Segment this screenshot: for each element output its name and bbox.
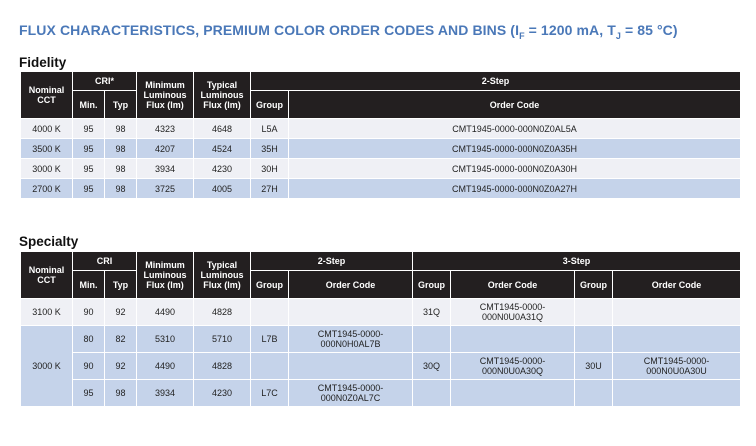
table-row <box>21 159 741 179</box>
table-row <box>21 139 741 159</box>
typ-flux-cell: 4828 <box>194 299 251 326</box>
table-row <box>21 299 741 326</box>
cri-typ-cell: 98 <box>105 159 137 179</box>
order-code-2-step-cell <box>289 299 413 326</box>
min-flux-cell: 4490 <box>137 299 194 326</box>
header-2-step: 2-Step <box>251 252 413 271</box>
header-cri-typ: Typ <box>105 91 137 119</box>
header-group: Group <box>251 91 289 119</box>
group-3-step-cell: 31Q <box>413 299 451 326</box>
group-3-step-cell <box>413 326 451 353</box>
header-3-step-group-b: Group <box>575 271 613 299</box>
table-row <box>21 326 741 353</box>
group-2-step-cell: L7B <box>251 326 289 353</box>
header-2-step-order-code: Order Code <box>289 271 413 299</box>
header-nominal-cct: Nominal CCT <box>21 252 73 299</box>
group-2-step-cell: L7C <box>251 380 289 407</box>
typ-flux-cell: 4648 <box>194 119 251 139</box>
header-2-step-group: Group <box>251 271 289 299</box>
group-cell: L5A <box>251 119 289 139</box>
header-3-step: 3-Step <box>413 252 741 271</box>
header-cri-min: Min. <box>73 91 105 119</box>
typ-flux-cell: 4230 <box>194 159 251 179</box>
cri-min-cell: 95 <box>73 179 105 199</box>
cri-typ-cell: 92 <box>105 353 137 380</box>
min-flux-cell: 3934 <box>137 380 194 407</box>
header-typ-flux: Typical Luminous Flux (lm) <box>194 252 251 299</box>
group-3-step-cell-b <box>575 326 613 353</box>
header-min-flux: Minimum Luminous Flux (lm) <box>137 72 194 119</box>
header-cri: CRI <box>73 252 137 271</box>
specialty-table <box>20 251 741 407</box>
order-code-2-step-cell: CMT1945-0000- 000N0H0AL7B <box>289 326 413 353</box>
cri-typ-cell: 98 <box>105 179 137 199</box>
cri-min-cell: 95 <box>73 380 105 407</box>
order-code-3-step-cell-b <box>613 326 741 353</box>
table-row <box>21 353 741 380</box>
header-cri-min: Min. <box>73 271 105 299</box>
table-row <box>21 380 741 407</box>
typ-flux-cell: 4524 <box>194 139 251 159</box>
typ-flux-cell: 5710 <box>194 326 251 353</box>
header-order-code: Order Code <box>289 91 741 119</box>
order-code-3-step-cell <box>451 326 575 353</box>
order-code-cell: CMT1945-0000-000N0Z0A27H <box>289 179 741 199</box>
header-typ-flux: Typical Luminous Flux (lm) <box>194 72 251 119</box>
order-code-3-step-cell-b <box>613 299 741 326</box>
cct-cell: 3000 K <box>21 159 73 179</box>
header-min-flux: Minimum Luminous Flux (lm) <box>137 252 194 299</box>
order-code-3-step-cell-b <box>613 380 741 407</box>
cri-min-cell: 90 <box>73 299 105 326</box>
order-code-cell: CMT1945-0000-000N0Z0A35H <box>289 139 741 159</box>
group-3-step-cell-b: 30U <box>575 353 613 380</box>
cri-typ-cell: 82 <box>105 326 137 353</box>
cct-cell: 3500 K <box>21 139 73 159</box>
cct-cell: 3000 K <box>21 326 73 407</box>
table-row <box>21 119 741 139</box>
group-cell: 27H <box>251 179 289 199</box>
order-code-3-step-cell: CMT1945-0000- 000N0U0A30Q <box>451 353 575 380</box>
specialty-heading: Specialty <box>19 234 79 249</box>
order-code-2-step-cell: CMT1945-0000- 000N0Z0AL7C <box>289 380 413 407</box>
typ-flux-cell: 4230 <box>194 380 251 407</box>
header-3-step-order-code-b: Order Code <box>613 271 741 299</box>
group-3-step-cell: 30Q <box>413 353 451 380</box>
order-code-2-step-cell <box>289 353 413 380</box>
group-3-step-cell-b <box>575 299 613 326</box>
header-2-step: 2-Step <box>251 72 741 91</box>
header-nominal-cct: Nominal CCT <box>21 72 73 119</box>
cri-min-cell: 95 <box>73 139 105 159</box>
order-code-3-step-cell <box>451 380 575 407</box>
min-flux-cell: 5310 <box>137 326 194 353</box>
typ-flux-cell: 4828 <box>194 353 251 380</box>
table-row <box>21 179 741 199</box>
group-3-step-cell-b <box>575 380 613 407</box>
header-cri-typ: Typ <box>105 271 137 299</box>
cct-cell: 2700 K <box>21 179 73 199</box>
order-code-3-step-cell-b: CMT1945-0000- 000N0U0A30U <box>613 353 741 380</box>
cri-min-cell: 80 <box>73 326 105 353</box>
header-3-step-order-code-a: Order Code <box>451 271 575 299</box>
group-2-step-cell <box>251 299 289 326</box>
min-flux-cell: 4207 <box>137 139 194 159</box>
group-3-step-cell <box>413 380 451 407</box>
order-code-3-step-cell: CMT1945-0000- 000N0U0A31Q <box>451 299 575 326</box>
cct-cell: 4000 K <box>21 119 73 139</box>
page-title: FLUX CHARACTERISTICS, PREMIUM COLOR ORDER CODES AND BINS ($I_F = 1200$ mA, $T_J = 85$ °C) <box>19 22 678 41</box>
order-code-cell: CMT1945-0000-000N0Z0AL5A <box>289 119 741 139</box>
cri-min-cell: 90 <box>73 353 105 380</box>
order-code-cell: CMT1945-0000-000N0Z0A30H <box>289 159 741 179</box>
header-cri: CRI* <box>73 72 137 91</box>
min-flux-cell: 4323 <box>137 119 194 139</box>
group-cell: 35H <box>251 139 289 159</box>
group-cell: 30H <box>251 159 289 179</box>
cri-typ-cell: 92 <box>105 299 137 326</box>
cri-typ-cell: 98 <box>105 380 137 407</box>
cri-min-cell: 95 <box>73 159 105 179</box>
header-3-step-group-a: Group <box>413 271 451 299</box>
fidelity-table <box>20 71 741 199</box>
typ-flux-cell: 4005 <box>194 179 251 199</box>
fidelity-heading: Fidelity <box>19 55 67 70</box>
cri-typ-cell: 98 <box>105 139 137 159</box>
group-2-step-cell <box>251 353 289 380</box>
cri-min-cell: 95 <box>73 119 105 139</box>
cri-typ-cell: 98 <box>105 119 137 139</box>
cct-cell: 3100 K <box>21 299 73 326</box>
min-flux-cell: 3934 <box>137 159 194 179</box>
min-flux-cell: 3725 <box>137 179 194 199</box>
min-flux-cell: 4490 <box>137 353 194 380</box>
